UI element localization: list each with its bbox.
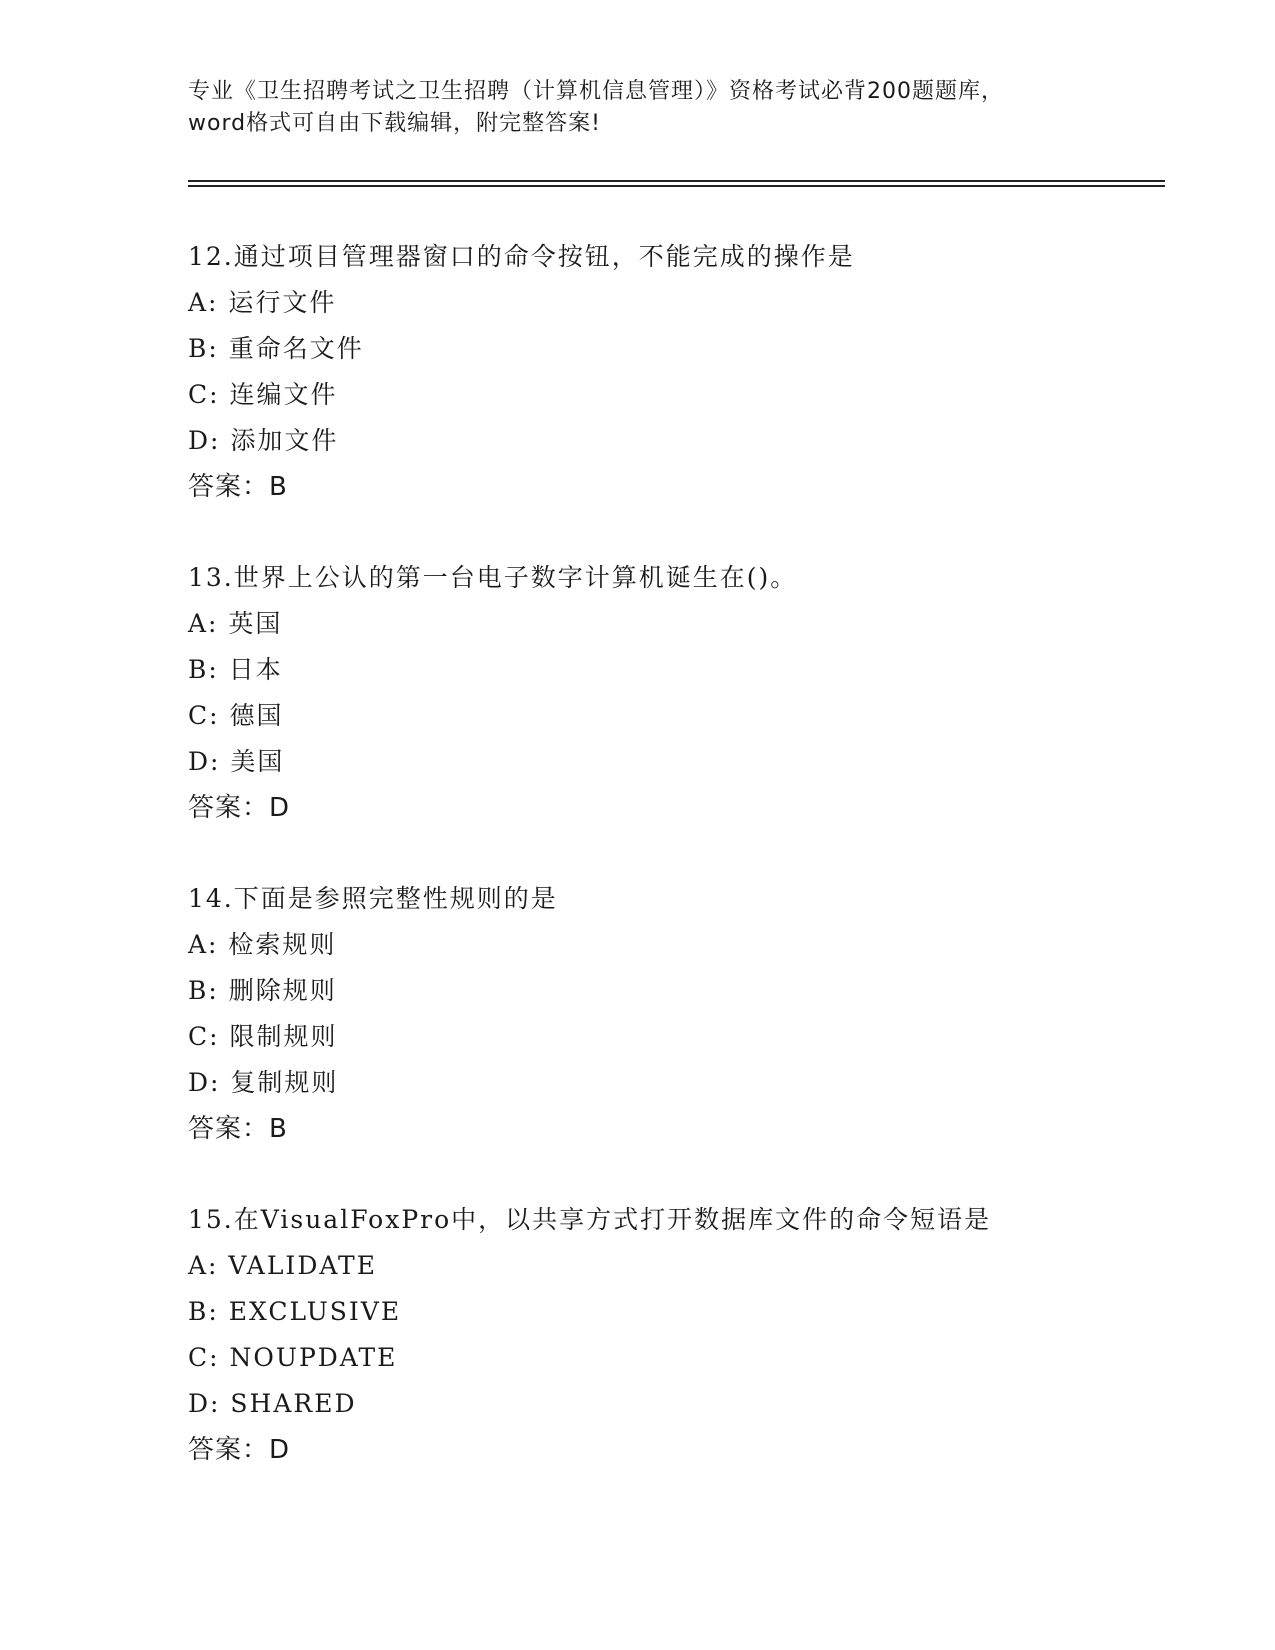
question-12: [188, 234, 1148, 510]
option-d: D: 复制规则: [188, 1068, 339, 1097]
option-c: C: 连编文件: [188, 380, 338, 409]
answer: 答案：B: [188, 1114, 288, 1144]
header-divider-bottom: [188, 185, 1165, 187]
option-c: C: NOUPDATE: [188, 1343, 398, 1372]
option-b: B: 重命名文件: [188, 334, 364, 363]
header-line-2: word格式可自由下载编辑，附完整答案!: [188, 111, 601, 136]
header-line-1: 专业《卫生招聘考试之卫生招聘（计算机信息管理）》资格考试必背200题题库，: [188, 79, 1004, 104]
question-stem: 12.通过项目管理器窗口的命令按钮，不能完成的操作是: [188, 242, 855, 271]
option-d: D: SHARED: [188, 1389, 357, 1418]
option-d: D: 添加文件: [188, 426, 339, 455]
option-b: B: 删除规则: [188, 976, 337, 1005]
option-c: C: 德国: [188, 701, 284, 730]
answer: 答案：B: [188, 472, 288, 502]
document-header: [188, 76, 1088, 140]
option-b: B: 日本: [188, 655, 283, 684]
option-a: A: 运行文件: [188, 288, 337, 317]
question-stem: 15.在VisualFoxPro中，以共享方式打开数据库文件的命令短语是: [188, 1205, 992, 1234]
option-a: A: 检索规则: [188, 930, 337, 959]
option-a: A: 英国: [188, 609, 283, 638]
answer: 答案：D: [188, 793, 291, 823]
question-15: [188, 1197, 1148, 1473]
header-divider-top: [188, 180, 1165, 182]
question-stem: 13.世界上公认的第一台电子数字计算机诞生在()。: [188, 563, 798, 592]
answer: 答案：D: [188, 1435, 291, 1465]
option-d: D: 美国: [188, 747, 285, 776]
question-13: [188, 555, 1148, 831]
option-b: B: EXCLUSIVE: [188, 1297, 402, 1326]
option-c: C: 限制规则: [188, 1022, 338, 1051]
question-stem: 14.下面是参照完整性规则的是: [188, 884, 558, 913]
question-14: [188, 876, 1148, 1152]
option-a: A: VALIDATE: [188, 1251, 377, 1280]
